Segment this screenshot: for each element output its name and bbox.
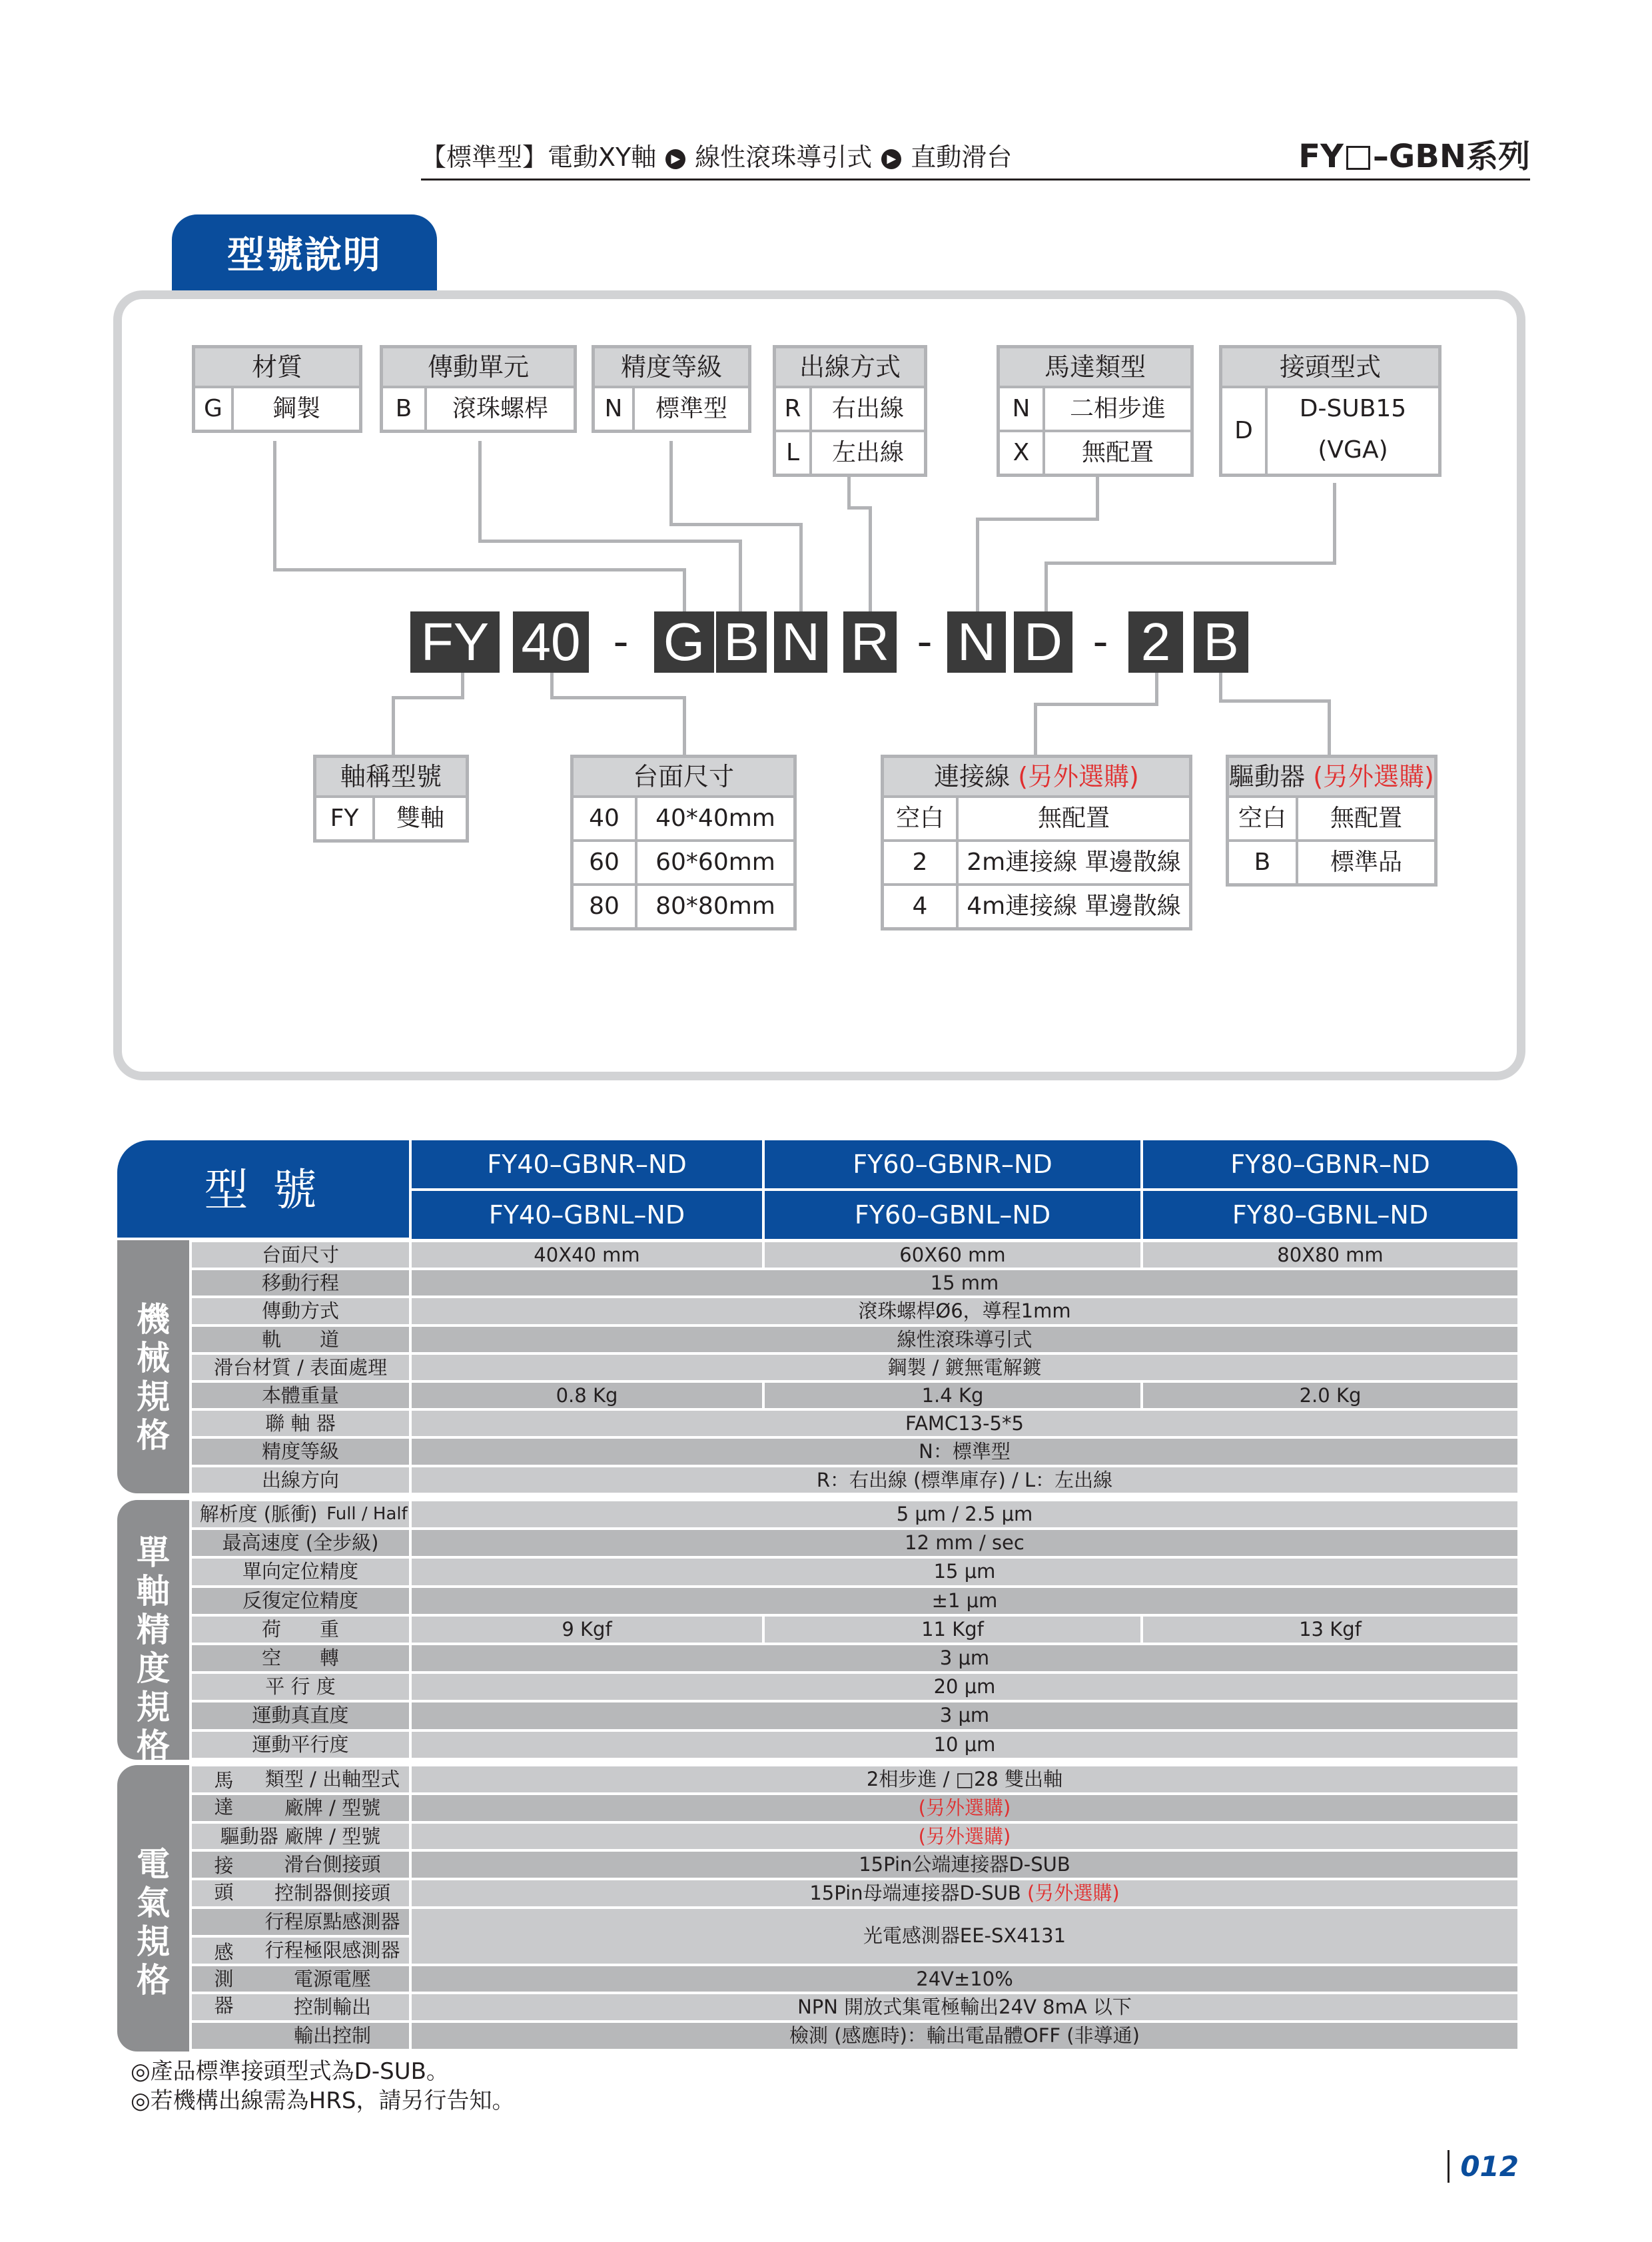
option-row (316, 795, 466, 839)
spec-cell: R：右出線 (標準庫存) / L：左出線 (816, 1468, 1113, 1491)
option-code: 60 (574, 842, 637, 883)
spec-row-label: 移動行程 (261, 1272, 339, 1295)
option-code: N (1000, 388, 1045, 430)
code-part-exit: R (843, 611, 897, 673)
connector-line (461, 673, 464, 699)
option-row (1000, 386, 1190, 430)
code-part-precision: N (774, 611, 827, 673)
spec-table-header: 型 號 (117, 1140, 409, 1238)
spec-cell: 13 Kgf (1299, 1617, 1362, 1641)
spec-row-label: 行程極限感測器 (264, 1938, 400, 1962)
spec-cell: 11 Kgf (921, 1617, 984, 1641)
connector-line (669, 523, 803, 526)
connector-line (847, 476, 851, 509)
option-code: FY (316, 798, 375, 839)
option-value: 標準型 (655, 395, 727, 422)
spec-row-label: 控制輸出 (293, 1996, 371, 2019)
model-header: FY60–GBNR–ND (765, 1140, 1140, 1188)
header-rule (421, 179, 1530, 181)
option-driver (1226, 755, 1438, 887)
connector-line (976, 518, 979, 611)
spec-cell-value: NPN 開放式集電極輸出24V 8mA 以下 (797, 1996, 1132, 2019)
spec-cell: 10 μm (933, 1732, 996, 1756)
spec-row-label: 精度等級 (261, 1440, 339, 1463)
option-precision (592, 345, 751, 433)
connector-line (869, 506, 872, 611)
option-title: 材質 (195, 348, 359, 386)
option-value: 60*60mm (655, 849, 775, 876)
connector-line (1219, 699, 1331, 703)
spec-row-label: 運動平行度 (252, 1732, 349, 1756)
spec-cell: 9 Kgf (562, 1617, 612, 1641)
spec-cell-value: 光電感測器EE-SX4131 (863, 1924, 1066, 1947)
spec-row-label: 解析度 (脈衝) (199, 1503, 318, 1525)
spec-row-label: 最高速度 (全步級) (222, 1531, 379, 1555)
group-label-motor (192, 1766, 256, 1821)
spec-cell (412, 1766, 1517, 1792)
code-part-drive: B (714, 611, 767, 673)
spec-cell: 80X80 mm (1277, 1244, 1384, 1266)
note-item: ◎若機構出線需為HRS，請另行告知。 (131, 2087, 515, 2114)
option-code: N (595, 388, 635, 430)
option-title: 傳動單元 (383, 348, 574, 386)
spec-cell: N：標準型 (919, 1440, 1011, 1463)
spec-row-sublabel: Full / Half (326, 1504, 408, 1524)
option-code: R (776, 388, 812, 430)
breadcrumb (421, 137, 1012, 173)
option-title: 軸稱型號 (316, 758, 466, 795)
option-row (595, 386, 748, 430)
spec-cell-value: 24V±10% (916, 1967, 1013, 1990)
option-title: 出線方式 (776, 348, 924, 386)
spec-cell: 5 μm / 2.5 μm (896, 1503, 1033, 1525)
category-precision (117, 1500, 189, 1765)
option-code: 2 (884, 842, 959, 883)
spec-cell: 0.8 Kg (556, 1384, 618, 1407)
section-title: 型號說明 (172, 214, 437, 294)
option-row (574, 883, 793, 927)
option-code: 80 (574, 886, 637, 927)
option-row (1229, 839, 1434, 883)
page-number: 012 (1447, 2150, 1519, 2183)
spec-row-label: 滑台材質 / 表面處理 (213, 1355, 388, 1379)
connector-line (739, 540, 742, 611)
option-row (1222, 386, 1438, 474)
model-header: FY80–GBNR–ND (1143, 1140, 1517, 1188)
spec-row-label: 出線方向 (261, 1468, 339, 1491)
option-value: 80*80mm (655, 893, 775, 920)
option-cable-exit (773, 345, 927, 477)
connector-line (1219, 673, 1222, 703)
spec-row-label: 運動真直度 (252, 1704, 349, 1727)
spec-cell-value: 15Pin公端連接器D-SUB (859, 1853, 1070, 1876)
category-label: 電氣規格 (137, 1845, 170, 2000)
spec-row-label: 驅動器 廠牌 / 型號 (220, 1824, 381, 1848)
connector-line (478, 540, 742, 543)
model-header: FY60–GBNL–ND (765, 1191, 1140, 1239)
group-label-text: 感測器 (214, 1941, 234, 2017)
option-code: B (383, 388, 427, 430)
spec-cell: 40X40 mm (534, 1244, 640, 1266)
spec-row-label: 控制器側接頭 (274, 1882, 390, 1905)
option-row (1000, 430, 1190, 474)
option-title: 馬達類型 (1000, 348, 1190, 386)
series-title (1298, 131, 1530, 177)
connector-line (799, 523, 803, 611)
spec-cell (412, 1909, 1517, 1964)
code-part-driver: B (1194, 611, 1248, 673)
option-drive-unit (380, 345, 577, 433)
option-code: 空白 (884, 798, 959, 839)
group-label-text: 接頭 (214, 1854, 234, 1904)
connector-line (683, 696, 686, 755)
connector-line (478, 441, 482, 542)
spec-cell: 3 μm (939, 1704, 990, 1727)
option-row (776, 430, 924, 474)
spec-row-label: 滑台側接頭 (284, 1853, 381, 1876)
category-label: 機械規格 (137, 1300, 170, 1455)
option-table-size (570, 755, 797, 931)
code-part-cable: 2 (1128, 611, 1183, 673)
spec-cell-note: (另外選購) (918, 1824, 1011, 1848)
option-row (574, 795, 793, 839)
group-label-sensor (192, 1909, 256, 2049)
option-value: 標準品 (1330, 849, 1402, 876)
connector-line (1034, 703, 1158, 706)
option-title-text: 驅動器 (1229, 762, 1306, 791)
code-part-size: 40 (513, 611, 589, 673)
connector-line (273, 441, 276, 571)
option-code: G (195, 388, 234, 430)
category-mechanical (117, 1240, 189, 1493)
arrow-right-icon: ▶ (665, 149, 685, 169)
spec-cell: 15 mm (930, 1272, 999, 1295)
group-label-connector (192, 1852, 256, 1906)
model-header: FY40–GBNL–ND (412, 1191, 762, 1239)
option-value: 無配置 (1081, 439, 1154, 466)
connector-line (1044, 561, 1336, 565)
connector-line (1044, 561, 1048, 611)
option-row (1229, 795, 1434, 839)
option-title (884, 758, 1189, 795)
spec-cell (412, 1852, 1517, 1878)
spec-cell (412, 1966, 1517, 1992)
spec-row-label: 類型 / 出軸型式 (264, 1768, 400, 1790)
model-header: FY40–GBNR–ND (412, 1140, 762, 1188)
spec-row-label: 廠牌 / 型號 (284, 1796, 381, 1819)
option-axis-model (313, 755, 469, 843)
option-title-text: 連接線 (934, 762, 1011, 791)
option-value: 二相步進 (1069, 395, 1166, 422)
connector-line (1328, 699, 1331, 755)
series-suffix: –GBN系列 (1372, 138, 1530, 175)
code-part-connector: D (1014, 611, 1072, 673)
connector-line (976, 518, 1099, 521)
spec-cell-value: 15Pin母端連接器D-SUB (809, 1882, 1021, 1905)
connector-line (392, 696, 395, 755)
option-code: 40 (574, 798, 637, 839)
option-value: 鋼製 (272, 395, 320, 422)
option-value: 右出線 (831, 395, 904, 422)
note-item: ◎產品標準接頭型式為D-SUB。 (131, 2058, 449, 2085)
option-value: 滾珠螺桿 (452, 395, 548, 422)
spec-row-label: 電源電壓 (293, 1967, 371, 1990)
spec-cell: 12 mm / sec (905, 1531, 1025, 1555)
breadcrumb-item-1: 【標準型】電動XY軸 (421, 143, 657, 172)
option-row (195, 386, 359, 430)
spec-cell (412, 1880, 1517, 1906)
spec-row-label: 本體重量 (261, 1384, 339, 1407)
option-value: D-SUB15 (VGA) (1299, 395, 1407, 464)
spec-row-label: 軌 道 (261, 1327, 339, 1351)
spec-row-label: 單向定位精度 (242, 1560, 358, 1583)
code-part-material: G (654, 611, 714, 673)
spec-cell-note: (另外選購) (918, 1796, 1011, 1819)
option-value: 2m連接線 單邊散線 (967, 849, 1181, 876)
spec-cell: ±1 μm (931, 1589, 998, 1612)
spec-cell (412, 1795, 1517, 1821)
breadcrumb-item-3: 直動滑台 (911, 143, 1013, 172)
connector-line (550, 673, 554, 699)
spec-cell: 1.4 Kg (921, 1384, 984, 1407)
option-value: 4m連接線 單邊散線 (967, 893, 1181, 920)
category-label: 單軸精度規格 (137, 1533, 170, 1765)
connector-line (1333, 483, 1336, 565)
option-title: 接頭型式 (1222, 348, 1438, 386)
spec-row-label: 台面尺寸 (261, 1244, 339, 1266)
spec-cell: 15 μm (933, 1560, 996, 1583)
option-value: 40*40mm (655, 805, 775, 832)
connector-line (683, 568, 686, 611)
option-row (884, 883, 1189, 927)
option-value: 雙軸 (396, 805, 444, 832)
connector-line (273, 568, 686, 571)
spec-cell: 2.0 Kg (1299, 1384, 1362, 1407)
option-code: B (1229, 842, 1298, 883)
spec-cell (412, 2023, 1517, 2049)
option-title (1229, 758, 1434, 795)
notes (131, 2057, 514, 2115)
group-label-text: 馬達 (214, 1768, 234, 1818)
option-value: 左出線 (831, 439, 904, 466)
option-cable (881, 755, 1192, 931)
connector-line (1155, 673, 1158, 706)
option-code: L (776, 432, 812, 474)
code-dash: - (613, 617, 629, 667)
spec-cell (412, 1994, 1517, 2020)
spec-cell-value: 2相步進 / □28 雙出軸 (866, 1768, 1063, 1790)
option-code: 空白 (1229, 798, 1298, 839)
category-electrical (117, 1765, 189, 2052)
connector-line (550, 696, 686, 699)
spec-cell-value: 檢測 (感應時)：輸出電晶體OFF (非導通) (789, 2024, 1140, 2048)
option-row (383, 386, 574, 430)
option-row (884, 839, 1189, 883)
arrow-right-icon: ▶ (881, 149, 901, 169)
option-value: 無配置 (1330, 805, 1402, 832)
spec-cell-note: (另外選購) (1027, 1882, 1120, 1905)
code-part-axis: FY (410, 611, 500, 673)
spec-cell (412, 1824, 1517, 1850)
spec-row-label: 反復定位精度 (242, 1589, 358, 1612)
spec-cell: 60X60 mm (899, 1244, 1006, 1266)
spec-row-label: 傳動方式 (261, 1300, 339, 1323)
code-dash: - (1092, 617, 1108, 667)
option-code: 4 (884, 886, 959, 927)
spec-cell: 鋼製 / 鍍無電解鍍 (887, 1355, 1042, 1379)
connector-line (1096, 476, 1099, 521)
spec-cell: 線性滾珠導引式 (897, 1327, 1032, 1351)
option-motor-type (997, 345, 1194, 477)
option-code: X (1000, 432, 1045, 474)
spec-row-label: 輸出控制 (293, 2024, 371, 2048)
series-prefix: FY (1298, 138, 1344, 175)
spec-row-label: 荷 重 (261, 1617, 339, 1641)
option-row (574, 839, 793, 883)
option-row (776, 386, 924, 430)
spec-row-label: 行程原點感測器 (264, 1910, 400, 1933)
spec-cell: 20 μm (933, 1675, 996, 1698)
code-dash: - (917, 617, 933, 667)
breadcrumb-item-2: 線性滾珠導引式 (695, 143, 873, 172)
spec-row-label: 空 轉 (261, 1647, 339, 1669)
spec-cell: 滾珠螺桿Ø6，導程1mm (858, 1300, 1071, 1323)
option-title-note: (另外選購) (1313, 762, 1434, 791)
spec-row-label: 聯 軸 器 (265, 1412, 336, 1435)
option-connector-type (1219, 345, 1442, 477)
connector-line (392, 696, 464, 699)
option-title: 精度等級 (595, 348, 748, 386)
option-title-note: (另外選購) (1018, 762, 1139, 791)
placeholder-box-icon (1346, 146, 1370, 170)
option-row (884, 795, 1189, 839)
option-code: D (1222, 388, 1268, 474)
option-title: 台面尺寸 (574, 758, 793, 795)
option-value: 無配置 (1037, 805, 1110, 832)
model-header: FY80–GBNL–ND (1143, 1191, 1517, 1239)
spec-cell: 3 μm (939, 1647, 990, 1669)
connector-line (1034, 703, 1037, 755)
spec-cell: FAMC13-5*5 (905, 1412, 1024, 1435)
spec-row-label: 平 行 度 (265, 1675, 336, 1698)
option-material (192, 345, 362, 433)
code-part-motor: N (947, 611, 1006, 673)
connector-line (669, 441, 673, 526)
